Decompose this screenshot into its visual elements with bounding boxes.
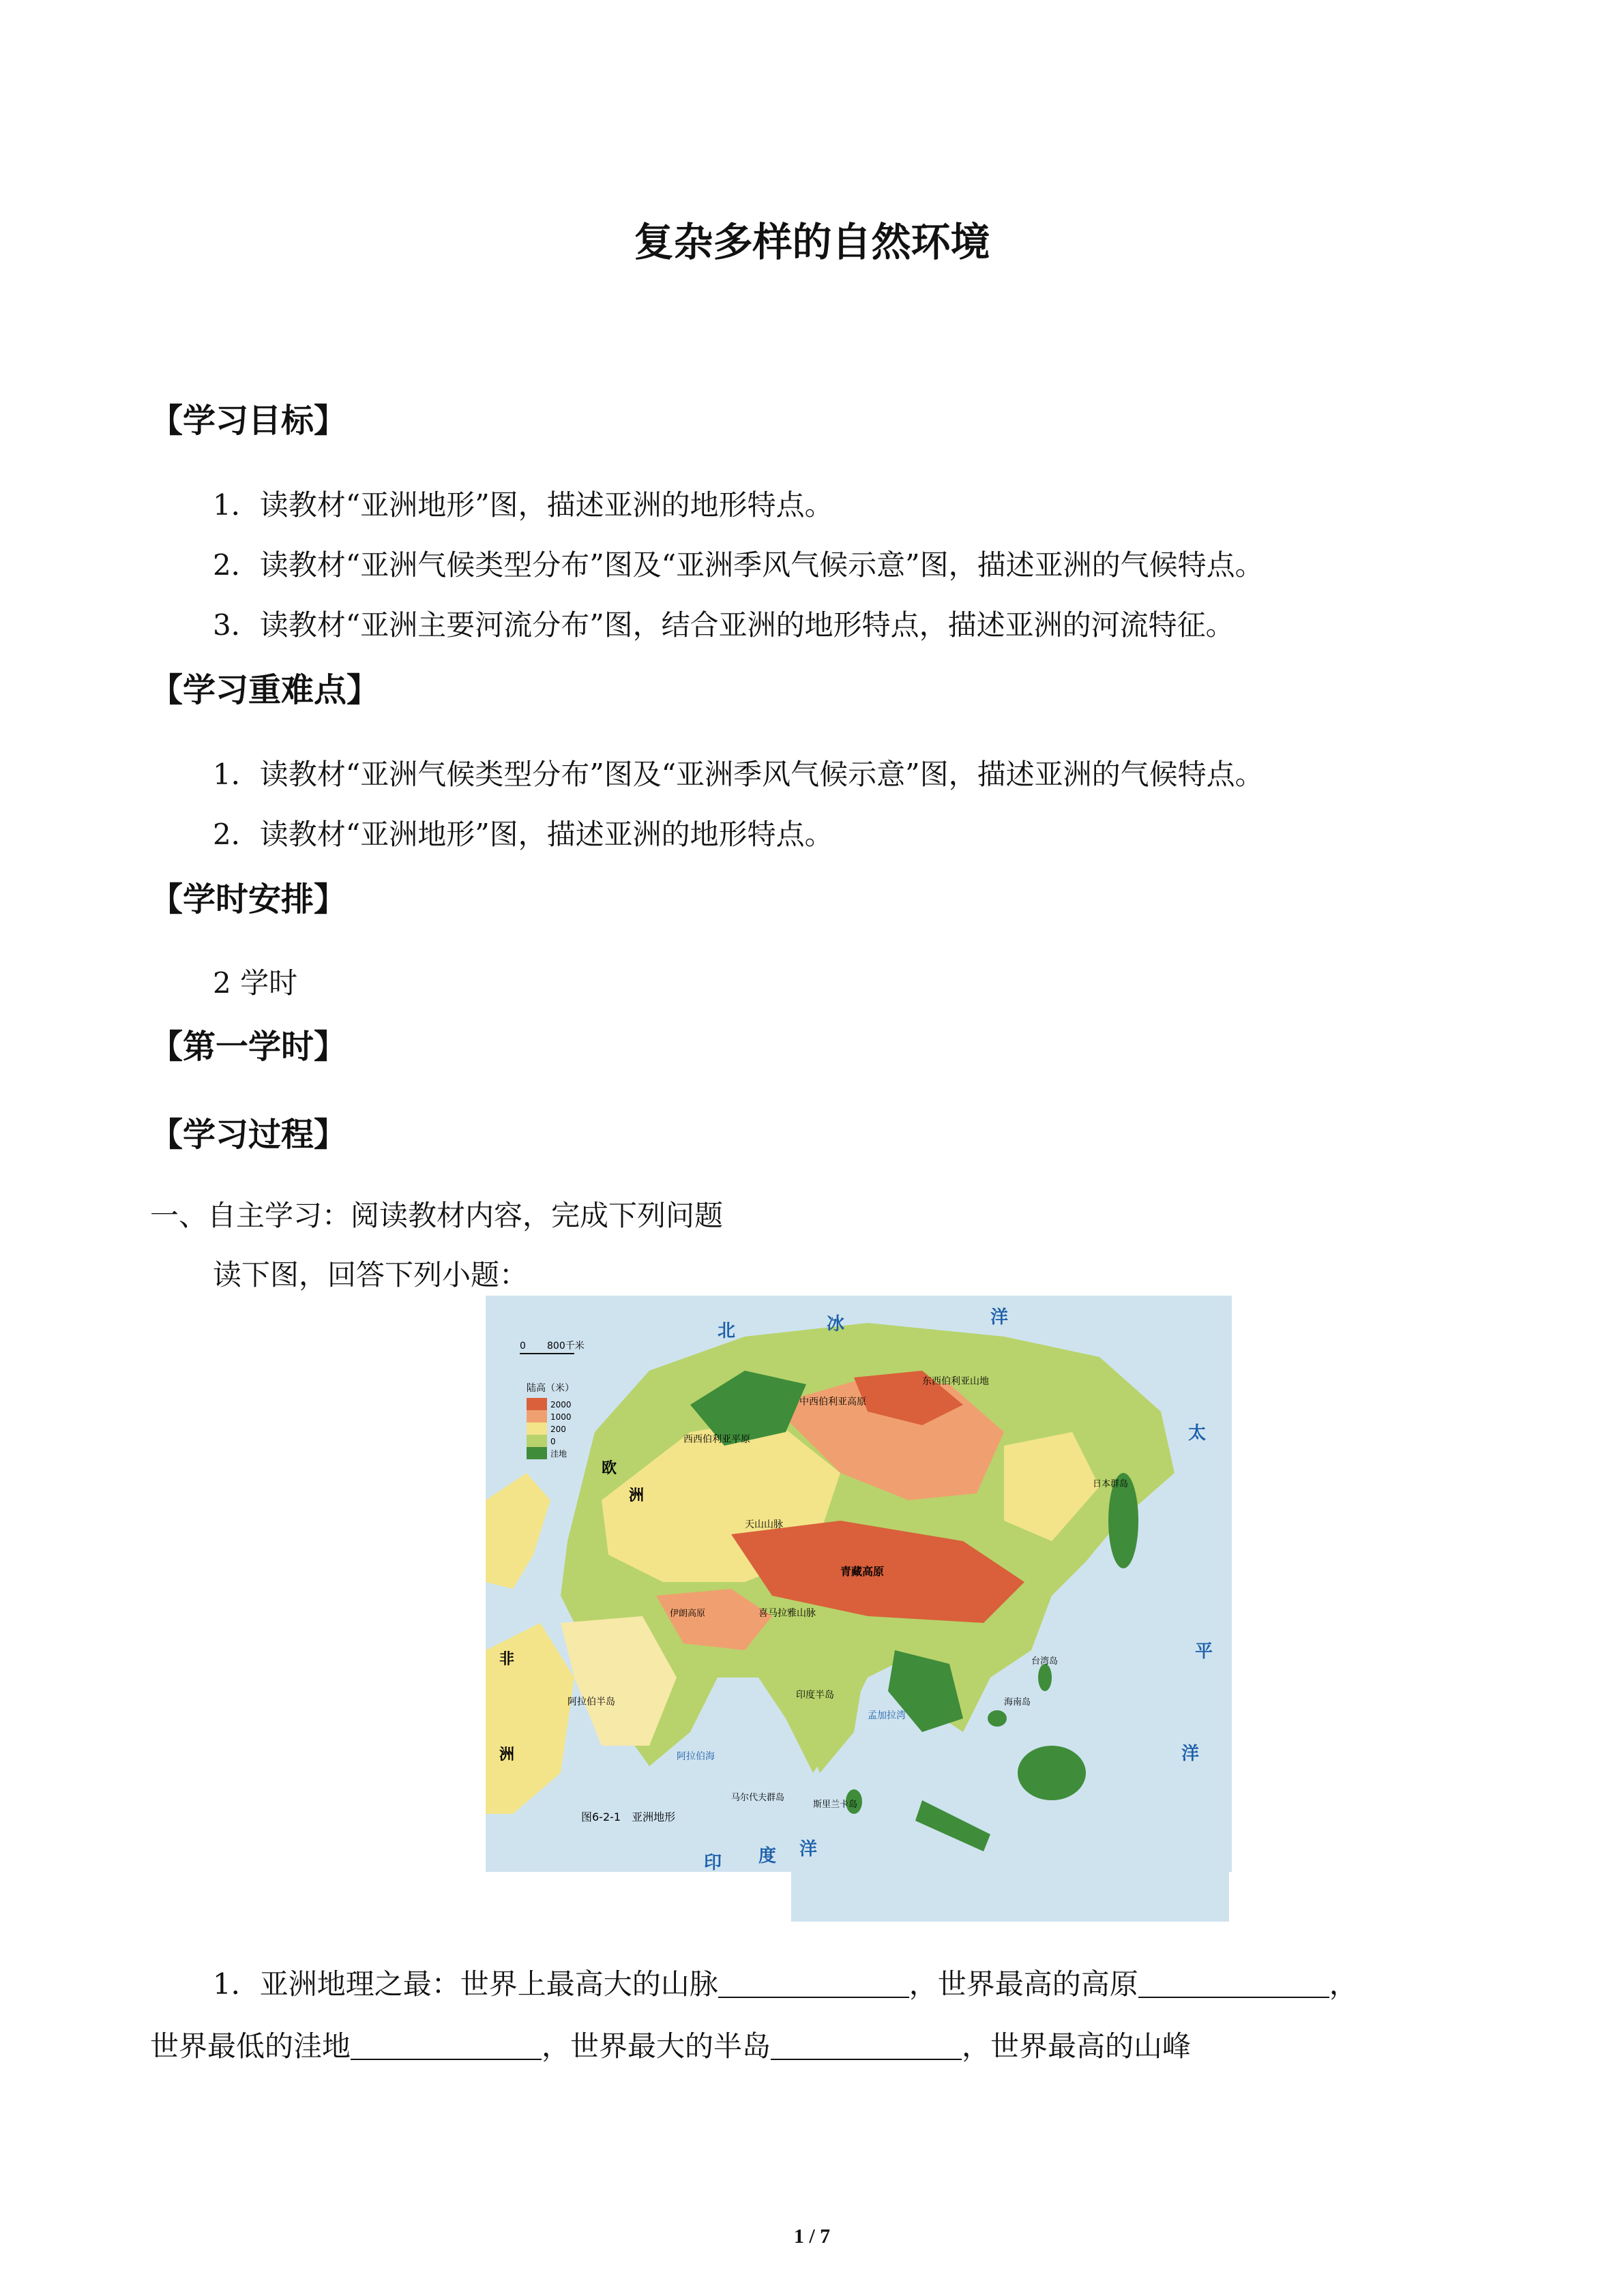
legend-label: 2000 bbox=[550, 1400, 572, 1410]
page-number: 1 / 7 bbox=[793, 2225, 831, 2248]
question-1-line-2 bbox=[150, 2024, 1191, 2065]
keypoints-heading: 【学习重难点】 bbox=[150, 671, 380, 709]
label-landform: 马尔代夫群岛 bbox=[731, 1793, 785, 1803]
label-ocean: 洋 bbox=[799, 1839, 818, 1860]
objective-item: 1．读教材“亚洲地形”图，描述亚洲的地形特点。 bbox=[213, 488, 833, 522]
objective-item: 2．读教材“亚洲气候类型分布”图及“亚洲季风气候示意”图，描述亚洲的气候特点。 bbox=[213, 548, 1264, 582]
schedule-text: 2 学时 bbox=[213, 966, 298, 1000]
legend-swatch bbox=[527, 1410, 547, 1422]
label-landform: 东西伯利亚山地 bbox=[922, 1376, 989, 1387]
read-prompt: 读下图，回答下列小题： bbox=[213, 1258, 529, 1292]
label-landform: 阿拉伯半岛 bbox=[567, 1697, 615, 1708]
label-landform: 喜马拉雅山脉 bbox=[758, 1608, 816, 1619]
label-landform: 中西伯利亚高原 bbox=[799, 1397, 866, 1407]
label-landform: 天山山脉 bbox=[745, 1519, 783, 1530]
map-borneo bbox=[1018, 1746, 1086, 1800]
label-landform: 西西伯利亚平原 bbox=[683, 1434, 750, 1445]
label-sea: 孟加拉湾 bbox=[868, 1710, 906, 1721]
legend-swatch bbox=[527, 1398, 547, 1410]
page-title: 复杂多样的自然环境 bbox=[634, 219, 990, 265]
scale-label: 800千米 bbox=[547, 1341, 585, 1352]
legend-swatch bbox=[527, 1435, 547, 1447]
legend-swatch bbox=[527, 1422, 547, 1435]
label-landform: 台湾岛 bbox=[1031, 1656, 1059, 1667]
legend-label: 0 bbox=[550, 1437, 556, 1446]
label-ocean: 冰 bbox=[827, 1314, 845, 1335]
lesson-heading: 【第一学时】 bbox=[150, 1028, 347, 1066]
keypoint-item: 1．读教材“亚洲气候类型分布”图及“亚洲季风气候示意”图，描述亚洲的气候特点。 bbox=[213, 758, 1264, 791]
process-heading: 【学习过程】 bbox=[150, 1116, 347, 1154]
label-ocean: 洋 bbox=[1181, 1744, 1200, 1764]
objective-item: 3．读教材“亚洲主要河流分布”图，结合亚洲的地形特点，描述亚洲的河流特征。 bbox=[213, 608, 1235, 642]
question-text: 1．亚洲地理之最：世界上最高大的山脉 bbox=[213, 1967, 718, 2001]
answer-blank[interactable] bbox=[718, 1969, 909, 1998]
label-ocean: 北 bbox=[718, 1321, 736, 1341]
label-sea: 阿拉伯海 bbox=[677, 1751, 715, 1762]
label-landform: 斯里兰卡岛 bbox=[813, 1800, 858, 1810]
label-ocean: 平 bbox=[1195, 1641, 1213, 1662]
label-continent: 洲 bbox=[499, 1746, 515, 1763]
label-ocean: 太 bbox=[1188, 1423, 1207, 1444]
legend-label: 1000 bbox=[550, 1412, 572, 1422]
label-ocean: 洋 bbox=[990, 1307, 1009, 1328]
schedule-heading: 【学时安排】 bbox=[150, 880, 347, 919]
keypoint-item: 2．读教材“亚洲地形”图，描述亚洲的地形特点。 bbox=[213, 818, 833, 851]
label-continent: 欧 bbox=[602, 1460, 617, 1477]
label-continent: 洲 bbox=[629, 1487, 645, 1504]
label-ocean: 度 bbox=[758, 1846, 777, 1866]
answer-blank[interactable] bbox=[771, 2031, 962, 2060]
legend-label: 洼地 bbox=[550, 1449, 567, 1459]
answer-blank[interactable] bbox=[351, 2031, 542, 2060]
label-landform: 青藏高原 bbox=[840, 1565, 885, 1578]
map-hainan bbox=[988, 1710, 1007, 1727]
legend-label: 200 bbox=[550, 1425, 566, 1434]
legend-swatch bbox=[527, 1447, 547, 1459]
label-continent: 非 bbox=[499, 1651, 515, 1668]
label-landform: 日本群岛 bbox=[1093, 1479, 1129, 1489]
legend-title: 陆高（米） bbox=[527, 1383, 574, 1394]
question-text: ，世界最大的半岛 bbox=[542, 2029, 771, 2063]
scale-zero: 0 bbox=[520, 1341, 526, 1352]
asia-topography-map bbox=[486, 1296, 1232, 1872]
question-text: ，世界最高的高原 bbox=[909, 1967, 1138, 2001]
map-taiwan bbox=[1038, 1664, 1052, 1691]
map-caption: 图6-2-1 亚洲地形 bbox=[581, 1810, 676, 1823]
question-text: ，世界最高的山峰 bbox=[962, 2029, 1192, 2063]
answer-blank[interactable] bbox=[1138, 1969, 1329, 1998]
question-text: 世界最低的洼地 bbox=[150, 2029, 351, 2063]
part-one-title: 一、自主学习：阅读教材内容，完成下列问题 bbox=[150, 1199, 724, 1232]
question-1-line-1 bbox=[213, 1962, 1358, 2003]
label-ocean: 印 bbox=[704, 1853, 722, 1872]
objectives-heading: 【学习目标】 bbox=[150, 402, 347, 440]
label-landform: 印度半岛 bbox=[796, 1690, 834, 1701]
label-landform: 伊朗高原 bbox=[670, 1609, 706, 1619]
label-landform: 海南岛 bbox=[1004, 1697, 1031, 1708]
question-text: ， bbox=[1329, 1967, 1358, 2001]
map-extension bbox=[791, 1868, 1229, 1922]
